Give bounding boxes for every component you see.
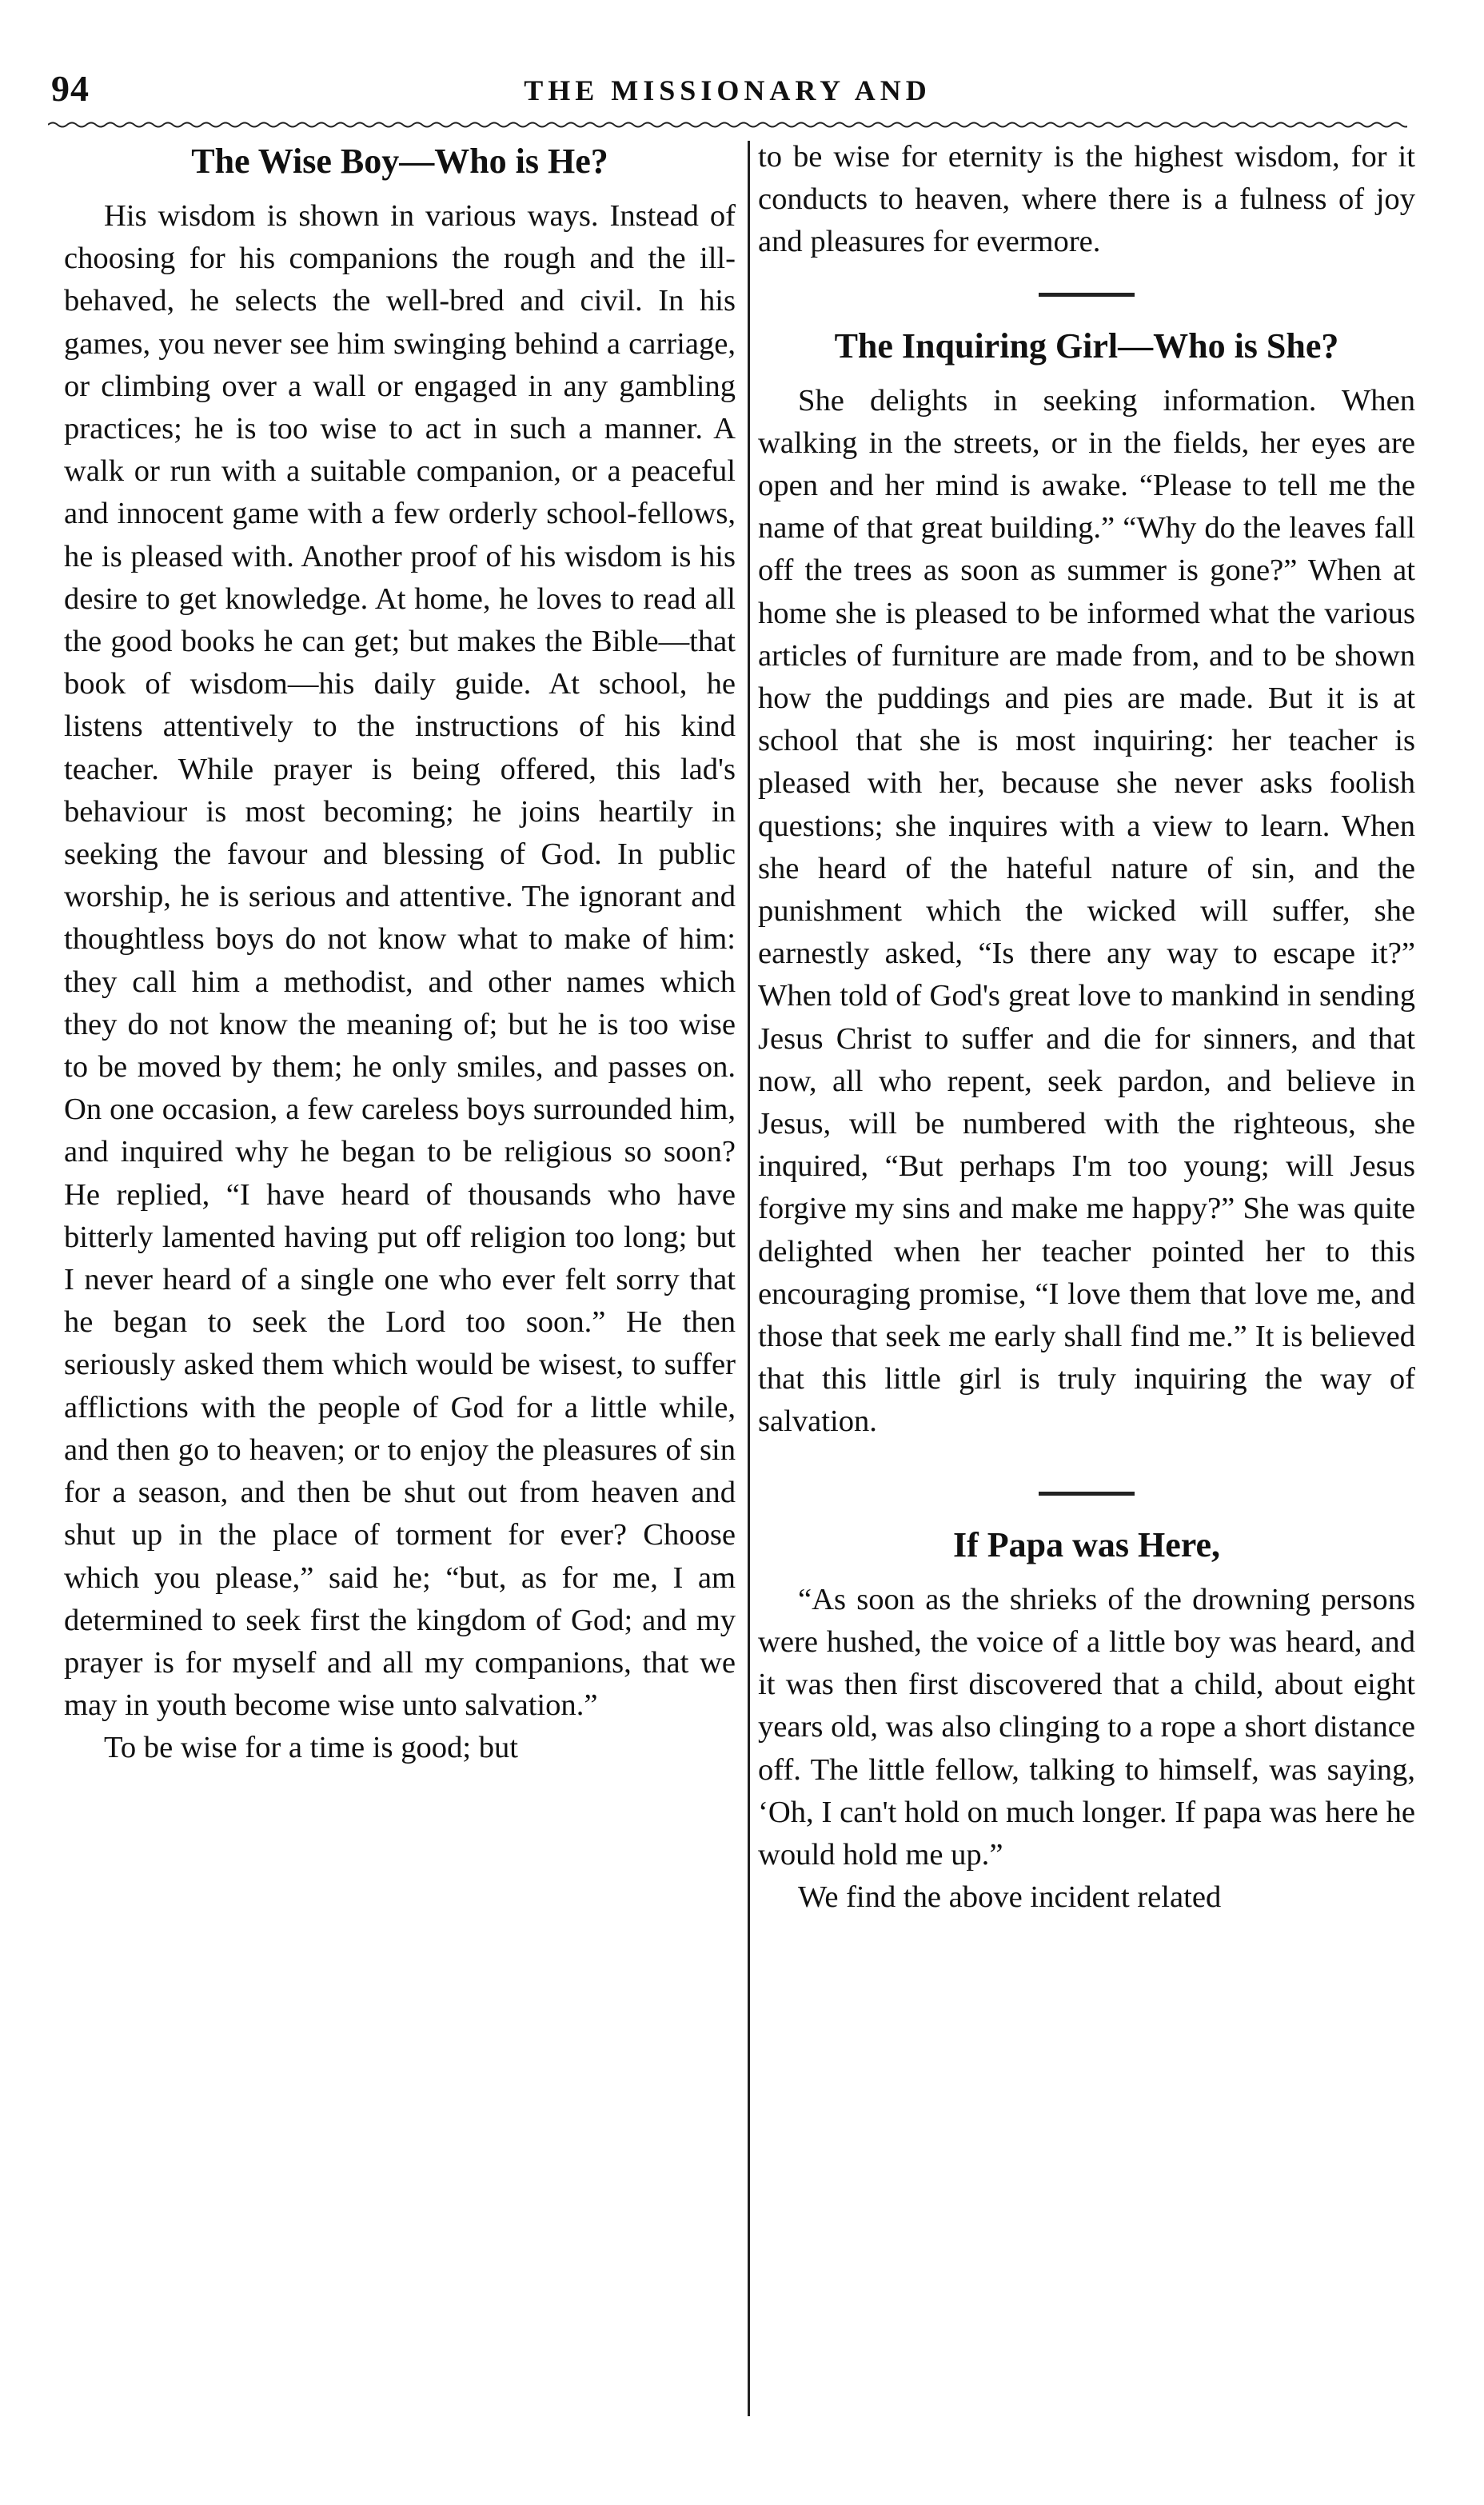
continuation-paragraph: to be wise for eternity is the highest wisdom, for it conducts to heaven, where there is a fulness of joy and pleasures for evermore. bbox=[758, 140, 1415, 259]
left-column bbox=[64, 136, 736, 1770]
article-paragraph: She delights in seeking information. When walking in the streets, or in the fields, her eyes are open and her mind is awake. “Please to tell me the name of that great building.” “Why do the leaves fall off the trees as soon as summer is gone?” When at home she is pleased to be informed what the various articles of furniture are made from, and to be shown how the puddings and pies are made. But it is at school that she is most inquiring: her teacher is pleased with her, because she never asks foolish questions; she inquires with a view to learn. When she heard of the hateful nature of sin, and the punishment which the wicked will suffer, she earnestly asked, “Is there any way to escape it?” When told of God's great love to mankind in sending Jesus Christ to suffer and die for sinners, and that now, all who repent, seek pardon, and believe in Jesus, will be numbered with the righteous, she inquired, “But perhaps I'm too young; will Jesus forgive my sins and make me happy?” She was quite delighted when her teacher pointed her to this encouraging promise, “I love them that love me, and those that seek me early shall find me.” It is believed that this little girl is truly inquiring the way of salvation. bbox=[758, 383, 1415, 1439]
running-title: THE MISSIONARY AND bbox=[524, 74, 931, 106]
header-wavy-rule bbox=[48, 120, 1407, 130]
article-paragraph: His wisdom is shown in various ways. Instead of choosing for his companions the rough and the ill-behaved, he selects the well-bred and civil. In his games, you never see him swinging behind a carriage, or climbing over a wall or engaged in any gambling practices; he is too wise to act in such a manner. A walk or run with a suitable companion, or a peaceful and innocent game with a few orderly school-fellows, he is pleased with. Another proof of his wisdom is his desire to get knowledge. At home, he loves to read all the good books he can get; but makes the Bible—that book of wisdom—his daily guide. At school, he listens attentively to the instructions of his kind teacher. While prayer is being offered, this lad's behaviour is most becoming; he joins heartily in seeking the favour and blessing of God. In public worship, he is serious and attentive. The ignorant and thoughtless boys do not know what to make of him: they call him a methodist, and other names which they do not know the meaning of; but he is too wise to be moved by them; he only smiles, and passes on. On one occasion, a few careless boys surrounded him, and inquired why he began to be religious so soon? He replied, “I have heard of thousands who have bitterly lamented having put off religion too long; but I never heard of a single one who ever felt sorry that he began to seek the Lord too soon.” He then seriously asked them which would be wisest, to suffer afflictions with the people of God for a little while, and then go to heaven; or to enjoy the pleasures of sin for a season, and then be shut out from heaven and shut up in the place of torment for ever? Choose which you please,” said he; “but, as for me, I am determined to seek first the kingdom of God; and my prayer is for myself and all my companions, that we may in youth become wise unto salvation.” bbox=[64, 199, 736, 1723]
article-paragraph: To be wise for a time is good; but bbox=[104, 1731, 519, 1765]
article-title-inquiring-girl: The Inquiring Girl—Who is She? bbox=[834, 326, 1339, 366]
running-head bbox=[48, 62, 1407, 118]
section-divider bbox=[1039, 293, 1135, 297]
article-paragraph: We find the above incident related bbox=[798, 1880, 1222, 1915]
article-paragraph: “As soon as the shrieks of the drowning persons were hushed, the voice of a little boy was heard, and it was then first discovered that a child, about eight years old, was also clinging to a rope a short distance off. The little fellow, talking to himself, was saying, ‘Oh, I can't hold on much longer. If papa was here he would hold me up.” bbox=[758, 1582, 1415, 1872]
right-column bbox=[758, 136, 1415, 1919]
section-divider bbox=[1039, 1492, 1135, 1496]
column-divider bbox=[748, 141, 750, 2416]
article-title-papa: If Papa was Here, bbox=[952, 1524, 1221, 1564]
page-number: 94 bbox=[51, 68, 90, 109]
article-title-wise-boy: The Wise Boy—Who is He? bbox=[191, 142, 608, 181]
